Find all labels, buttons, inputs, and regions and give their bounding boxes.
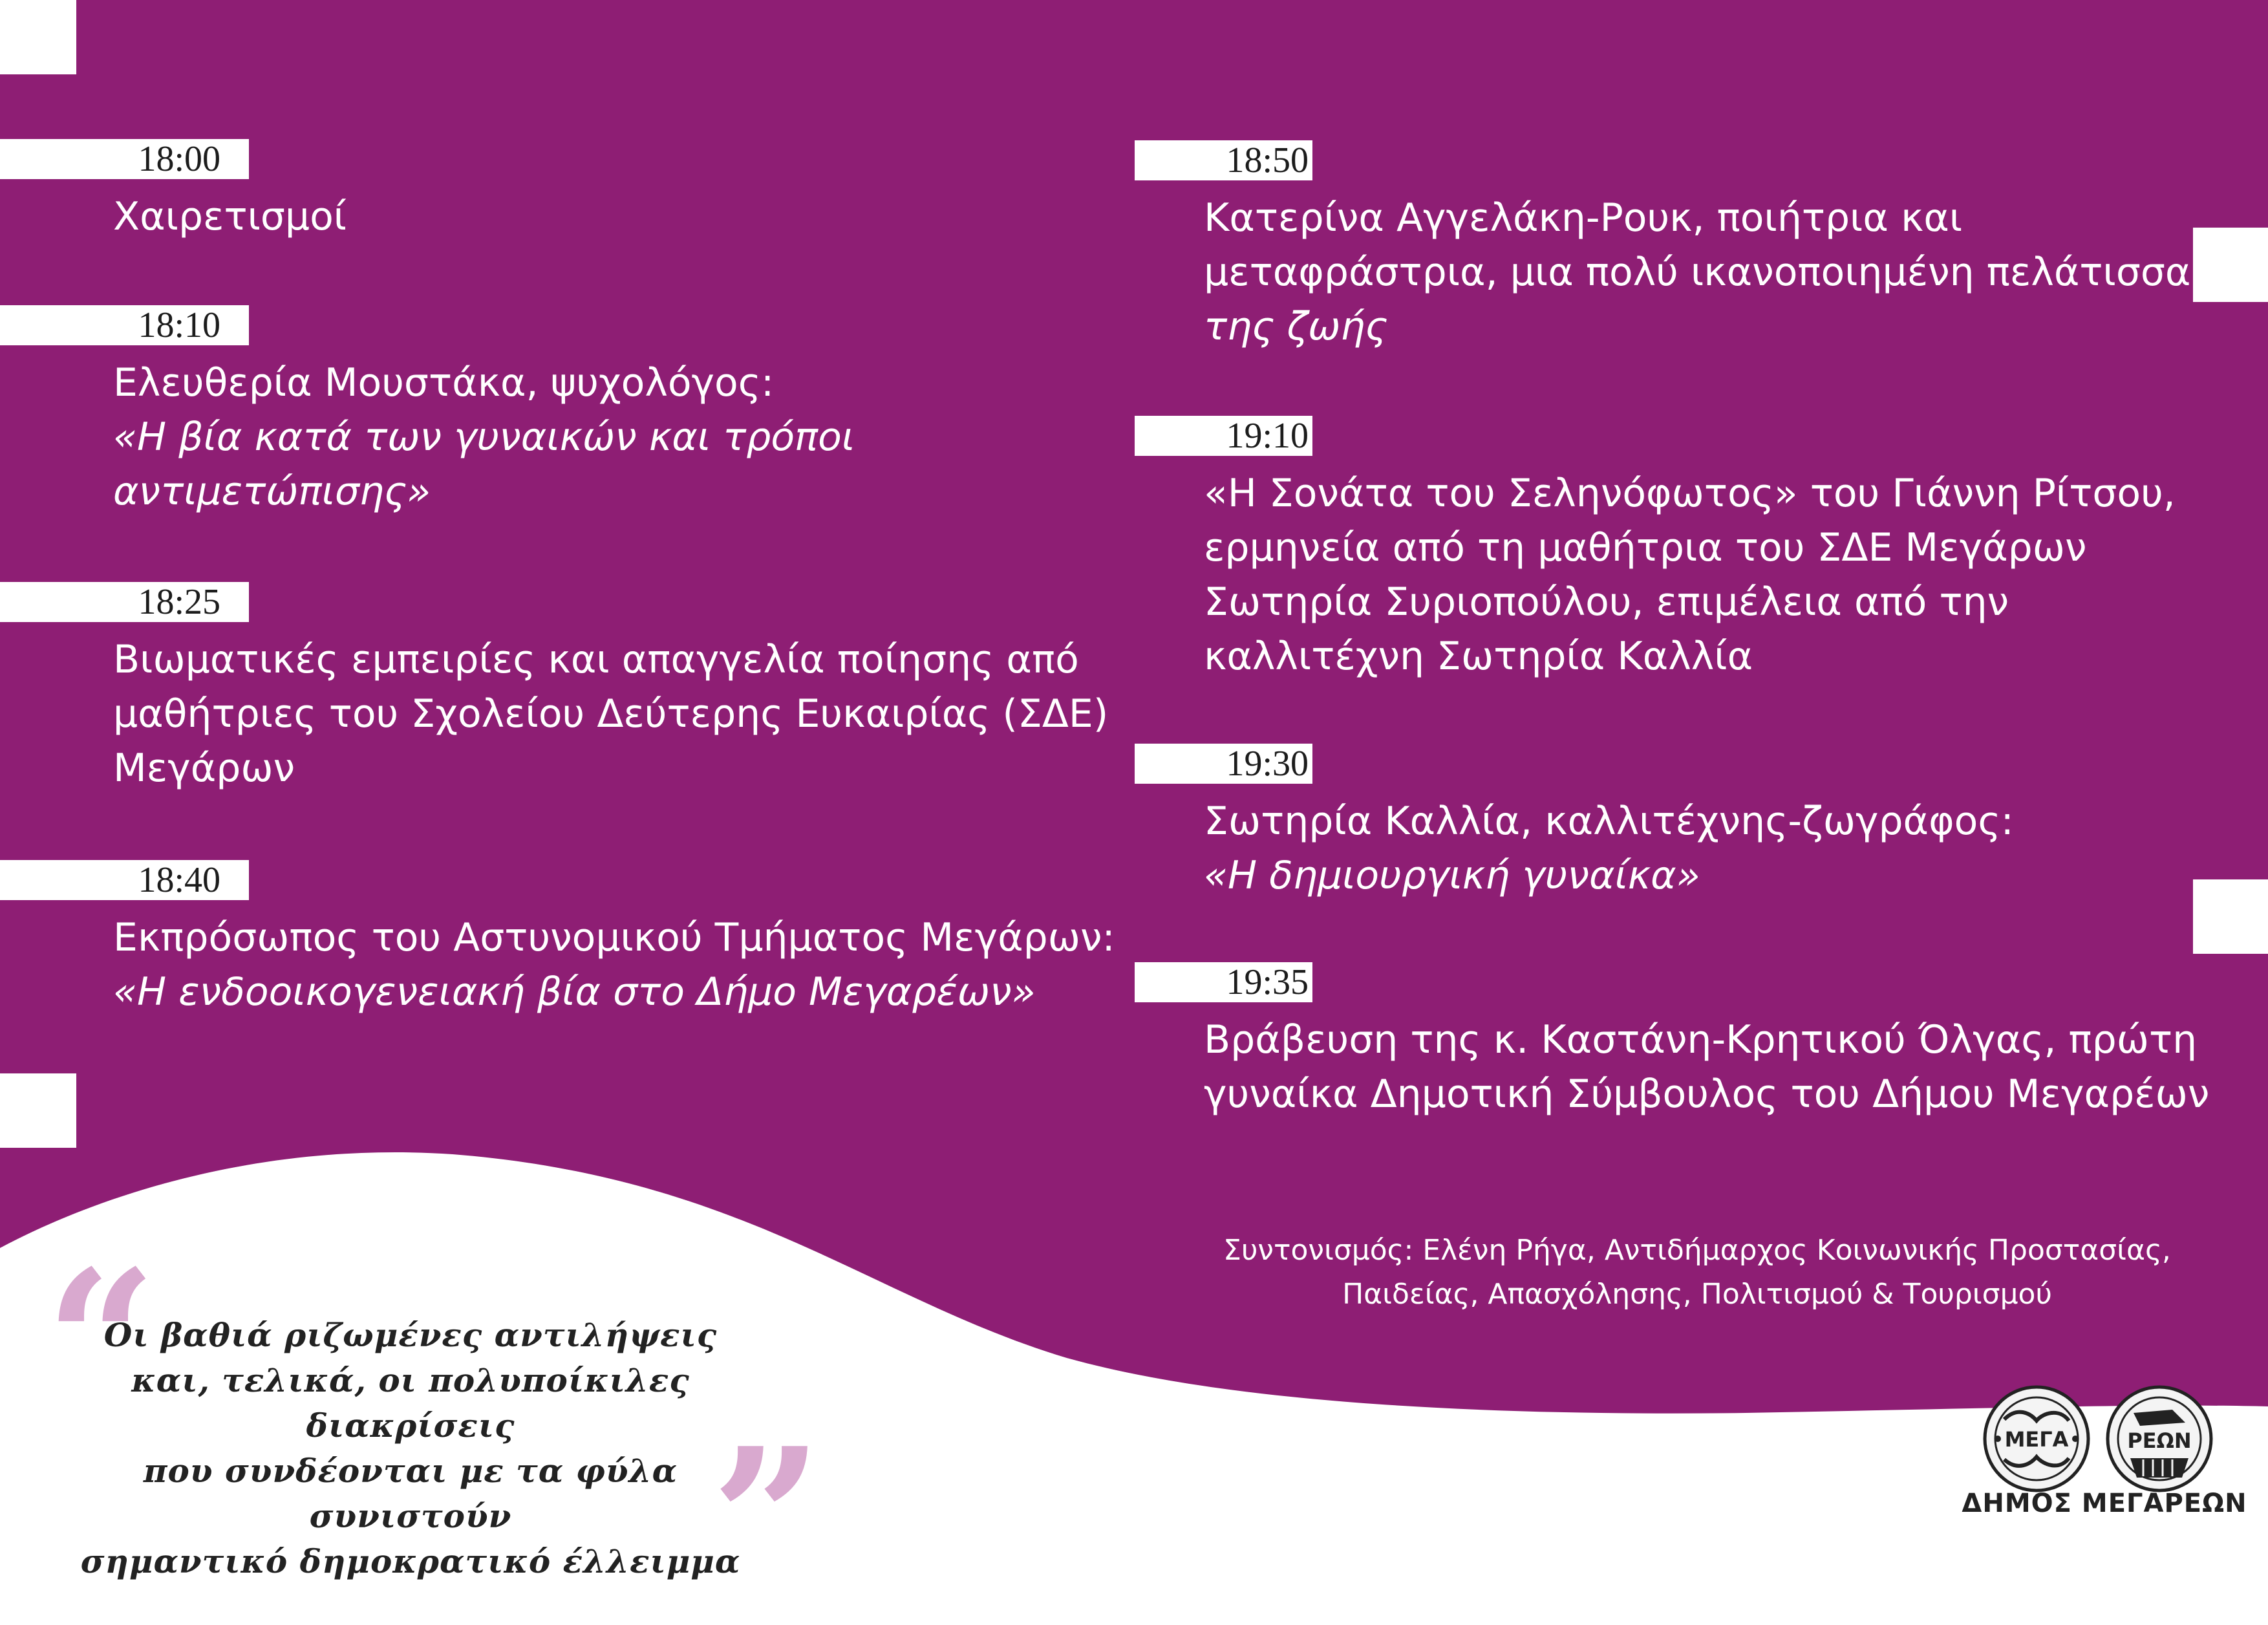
edge-tab-right-upper bbox=[2193, 228, 2268, 302]
coin-right-label: ΡΕΩΝ bbox=[2127, 1428, 2192, 1453]
item-line: Μεγάρων bbox=[113, 746, 295, 791]
edge-tab-left bbox=[0, 1073, 76, 1148]
edge-tab-right-lower bbox=[2193, 879, 2268, 954]
item-line: γυναίκα Δημοτική Σύμβουλος του Δήμου Μεγαρέων bbox=[1204, 1071, 2210, 1117]
item-text bbox=[113, 910, 1115, 1019]
coin-left-icon bbox=[1985, 1387, 2088, 1490]
open-quote-mark: “ bbox=[45, 1227, 157, 1456]
item-text bbox=[1204, 191, 2190, 354]
time-badge: 18:10 bbox=[0, 305, 249, 345]
item-line: μαθήτριες του Σχολείου Δεύτερης Ευκαιρίας (ΣΔΕ) bbox=[113, 691, 1109, 737]
coordination-line-2: Παιδείας, Απασχόλησης, Πολιτισμού & Τουρισμού bbox=[1342, 1278, 2052, 1311]
schedule-item-left-2 bbox=[0, 305, 855, 519]
schedule-item-right-3 bbox=[1135, 744, 2014, 903]
item-line: Βράβευση της κ. Καστάνη-Κρητικού Όλγας, πρώτη bbox=[1204, 1017, 2198, 1062]
time-badge: 18:00 bbox=[0, 139, 249, 179]
time-badge: 18:40 bbox=[0, 860, 249, 900]
coordination-line-1: Συντονισμός: Ελένη Ρήγα, Αντιδήμαρχος Κοινωνικής Προστασίας, bbox=[1223, 1234, 2171, 1267]
item-line: της ζωής bbox=[1204, 304, 1388, 349]
item-line: «Η βία κατά των γυναικών και τρόποι bbox=[113, 414, 855, 460]
item-line: Χαιρετισμοί bbox=[113, 194, 347, 239]
time-badge: 19:35 bbox=[1135, 962, 1312, 1002]
item-line: Σωτηρία Συριοπούλου, επιμέλεια από την bbox=[1204, 579, 2009, 625]
item-text bbox=[1204, 466, 2176, 683]
time-badge: 18:50 bbox=[1135, 140, 1312, 180]
time-badge: 19:10 bbox=[1135, 416, 1312, 456]
item-text bbox=[113, 356, 855, 519]
quote-line: που συνδέονται με τα φύλα συνιστούν bbox=[143, 1452, 678, 1535]
item-line-part: μεταφράστρια, μια πολύ ικανοποιημένη πελάτισσα bbox=[1204, 250, 2191, 295]
coin-right-icon bbox=[2108, 1387, 2211, 1490]
item-line bbox=[1204, 245, 2190, 299]
item-line: Σωτηρία Καλλία, καλλιτέχνης-ζωγράφος: bbox=[1204, 799, 2014, 844]
coin-left-label: ΜΕΓΑ bbox=[2004, 1427, 2069, 1452]
item-line: αντιμετώπισης» bbox=[113, 469, 431, 514]
schedule-item-left-3 bbox=[0, 582, 1108, 795]
item-line: «Η ενδοοικογενειακή βία στο Δήμο Μεγαρέων» bbox=[113, 969, 1036, 1015]
schedule-item-right-1 bbox=[1135, 140, 2190, 354]
item-text bbox=[1204, 1013, 2209, 1121]
time-badge: 18:25 bbox=[0, 582, 249, 622]
schedule-item-left-1 bbox=[0, 139, 347, 244]
item-text bbox=[1204, 794, 2014, 903]
item-line: ερμηνεία από τη μαθήτρια του ΣΔΕ Μεγάρων bbox=[1204, 525, 2087, 570]
coordination-note bbox=[1080, 1229, 2268, 1317]
item-line: καλλιτέχνη Σωτηρία Καλλία bbox=[1204, 634, 1753, 679]
item-line: Ελευθερία Μουστάκα, ψυχολόγος: bbox=[113, 360, 775, 405]
quote-text bbox=[45, 1313, 776, 1584]
municipality-name: ΔΗΜΟΣ ΜΕΓΑΡΕΩΝ bbox=[1962, 1489, 2247, 1518]
item-text bbox=[113, 632, 1108, 795]
time-badge: 19:30 bbox=[1135, 744, 1312, 784]
quote-line: σημαντικό δημοκρατικό έλλειμμα bbox=[80, 1542, 741, 1580]
schedule-item-left-4 bbox=[0, 860, 1115, 1019]
item-line: «Η Σονάτα του Σεληνόφωτος» του Γιάννη Ρίτσου, bbox=[1204, 471, 2176, 516]
item-line: «Η δημιουργική γυναίκα» bbox=[1204, 853, 1700, 898]
schedule-item-right-2 bbox=[1135, 416, 2176, 683]
schedule-item-right-4 bbox=[1135, 962, 2209, 1121]
item-line: Βιωματικές εμπειρίες και απαγγελία ποίησης από bbox=[113, 637, 1079, 682]
item-line: Κατερίνα Αγγελάκη-Ρουκ, ποιήτρια και bbox=[1204, 195, 1963, 241]
edge-tab-top-left bbox=[0, 0, 76, 74]
item-line: Εκπρόσωπος του Αστυνομικού Τμήματος Μεγάρων: bbox=[113, 915, 1115, 960]
quote-line: Οι βαθιά ριζωμένες αντιλήψεις bbox=[103, 1316, 718, 1354]
item-text bbox=[113, 189, 347, 244]
quote-line: και, τελικά, οι πολυποίκιλες διακρίσεις bbox=[131, 1361, 690, 1445]
close-quote-mark: ” bbox=[711, 1405, 823, 1625]
